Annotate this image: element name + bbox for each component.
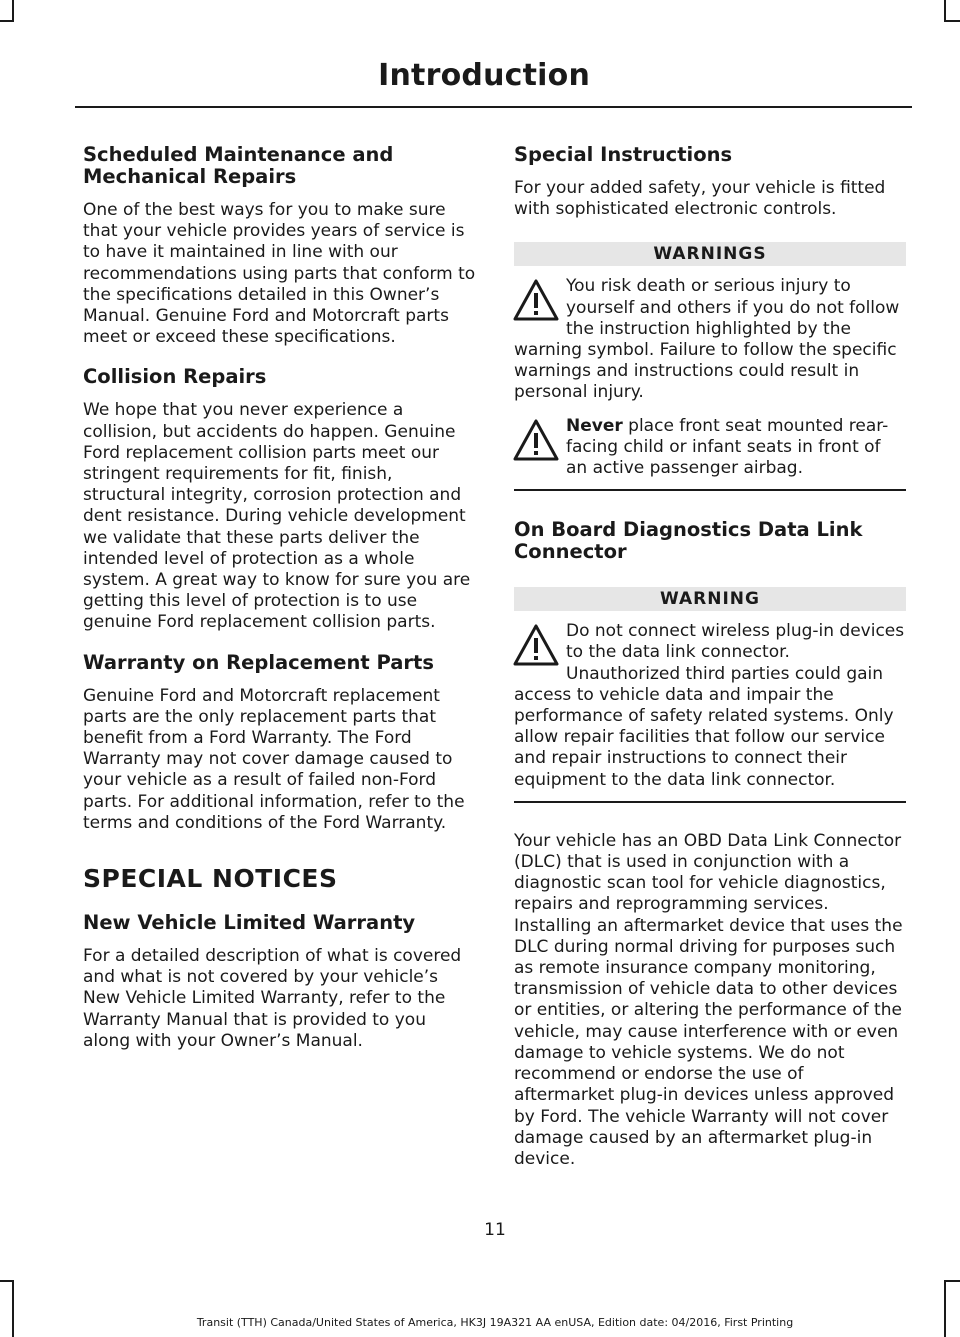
section-body: One of the best ways for you to make sure that your vehicle provides years of service is to have it maintained in line with our recommendations using parts that conform to the specifications detailed in this Owner’s Manual. Genuine Ford and Motorcraft parts meet or exceed these specifications. <box>83 200 476 348</box>
warning-text: You risk death or serious injury to yourself and others if you do not follow the instruction highlighted by the warning symbol. Failure to follow the specific warnings and instructions could result in personal injury. <box>514 276 900 403</box>
section-obd-data-link-connector <box>514 519 906 1170</box>
section-warranty-replacement-parts <box>83 652 478 834</box>
warning-text: Do not connect wireless plug-in devices to the data link connector. Unauthorized third parties could gain access to vehicle data and impair the performance of safety related systems. Only allow repair facilities that follow our service and repair instructions to connect their equipment to the data link connector. <box>514 621 905 790</box>
section-body: Genuine Ford and Motorcraft replacement parts are the only replacement parts that benefit from a Ford Warranty. The Ford Warranty may not cover damage caused to your vehicle as a result of failed non-Ford parts. For additional information, refer to the terms and conditions of the Ford Warranty. <box>83 685 465 833</box>
section-heading: On Board Diagnostics Data Link Connector <box>514 518 863 564</box>
section-body: For your added safety, your vehicle is fitted with sophisticated electronic controls. <box>514 178 886 220</box>
section-heading: Collision Repairs <box>83 365 267 389</box>
section-heading: New Vehicle Limited Warranty <box>83 911 416 935</box>
section-body: Your vehicle has an OBD Data Link Connector (DLC) that is used in conjunction with a diagnostic scan tool for vehicle diagnostics, repairs and reprogramming services. Installing an aftermarket device that uses the DLC during normal driving for purposes such as remote insurance company monitoring, transmission of vehicle data to other devices or entities, or altering the performance of the vehicle, may cause interference with or even damage to vehicle systems. We do not recommend or endorse the use of aftermarket plug-in devices unless approved by Ford. The vehicle Warranty will not cover damage caused by an aftermarket plug-in device. <box>514 830 903 1169</box>
warning-label-bar: WARNING <box>514 587 906 611</box>
page-number: 11 <box>484 1220 506 1240</box>
warning-triangle-icon <box>512 418 560 462</box>
warning-item <box>514 416 906 480</box>
section-body: For a detailed description of what is covered and what is not covered by your vehicle’s New Vehicle Limited Warranty, refer to the Warranty Manual that is provided to you along with your Owner’s Manual. <box>83 946 462 1051</box>
section-heading: Special Instructions <box>514 143 733 166</box>
crop-mark-top-left-h <box>0 20 14 22</box>
page-footer: Transit (TTH) Canada/United States of America, HK3J 19A321 AA enUSA, Edition date: 04/2016, First Printing <box>196 1316 794 1329</box>
warning-text: place front seat mounted rear-facing child or infant seats in front of an active passenger airbag. <box>566 415 889 479</box>
section-collision-repairs <box>83 366 478 633</box>
crop-mark-top-right-v <box>944 0 946 20</box>
chapter-heading-special-notices: SPECIAL NOTICES <box>83 864 338 894</box>
section-heading: Scheduled Maintenance and Mechanical Repairs <box>83 143 394 188</box>
warning-item <box>514 621 906 791</box>
section-scheduled-maintenance <box>83 144 478 348</box>
warning-block-end-rule <box>514 489 906 491</box>
crop-mark-top-right-h <box>944 20 960 22</box>
left-column <box>83 144 478 1070</box>
warning-item <box>514 276 906 403</box>
right-column <box>514 144 906 1188</box>
section-body: We hope that you never experience a collision, but accidents do happen. Genuine Ford replacement collision parts meet our stringent requirements for fit, finish, structural integrity, corrosion protection and dent resistance. During vehicle development we validate that these parts deliver the intended level of protection as a whole system. A great way to know for sure you are getting this level of protection is to use genuine Ford replacement collision parts. <box>83 400 471 633</box>
warning-triangle-icon <box>512 278 560 322</box>
crop-mark-bottom-left-h <box>0 1280 14 1282</box>
crop-mark-bottom-right-h <box>944 1280 960 1282</box>
warnings-label-bar: WARNINGS <box>514 242 906 266</box>
warning-block-end-rule <box>514 801 906 803</box>
section-special-instructions <box>514 144 906 220</box>
crop-mark-top-left-v <box>12 0 14 20</box>
header-divider <box>75 106 912 108</box>
section-heading: Warranty on Replacement Parts <box>83 650 434 674</box>
page-header-title: Introduction <box>378 58 590 93</box>
warning-triangle-icon <box>512 623 560 667</box>
warning-emphasis: Never <box>566 415 623 436</box>
section-new-vehicle-limited-warranty <box>83 912 478 1052</box>
